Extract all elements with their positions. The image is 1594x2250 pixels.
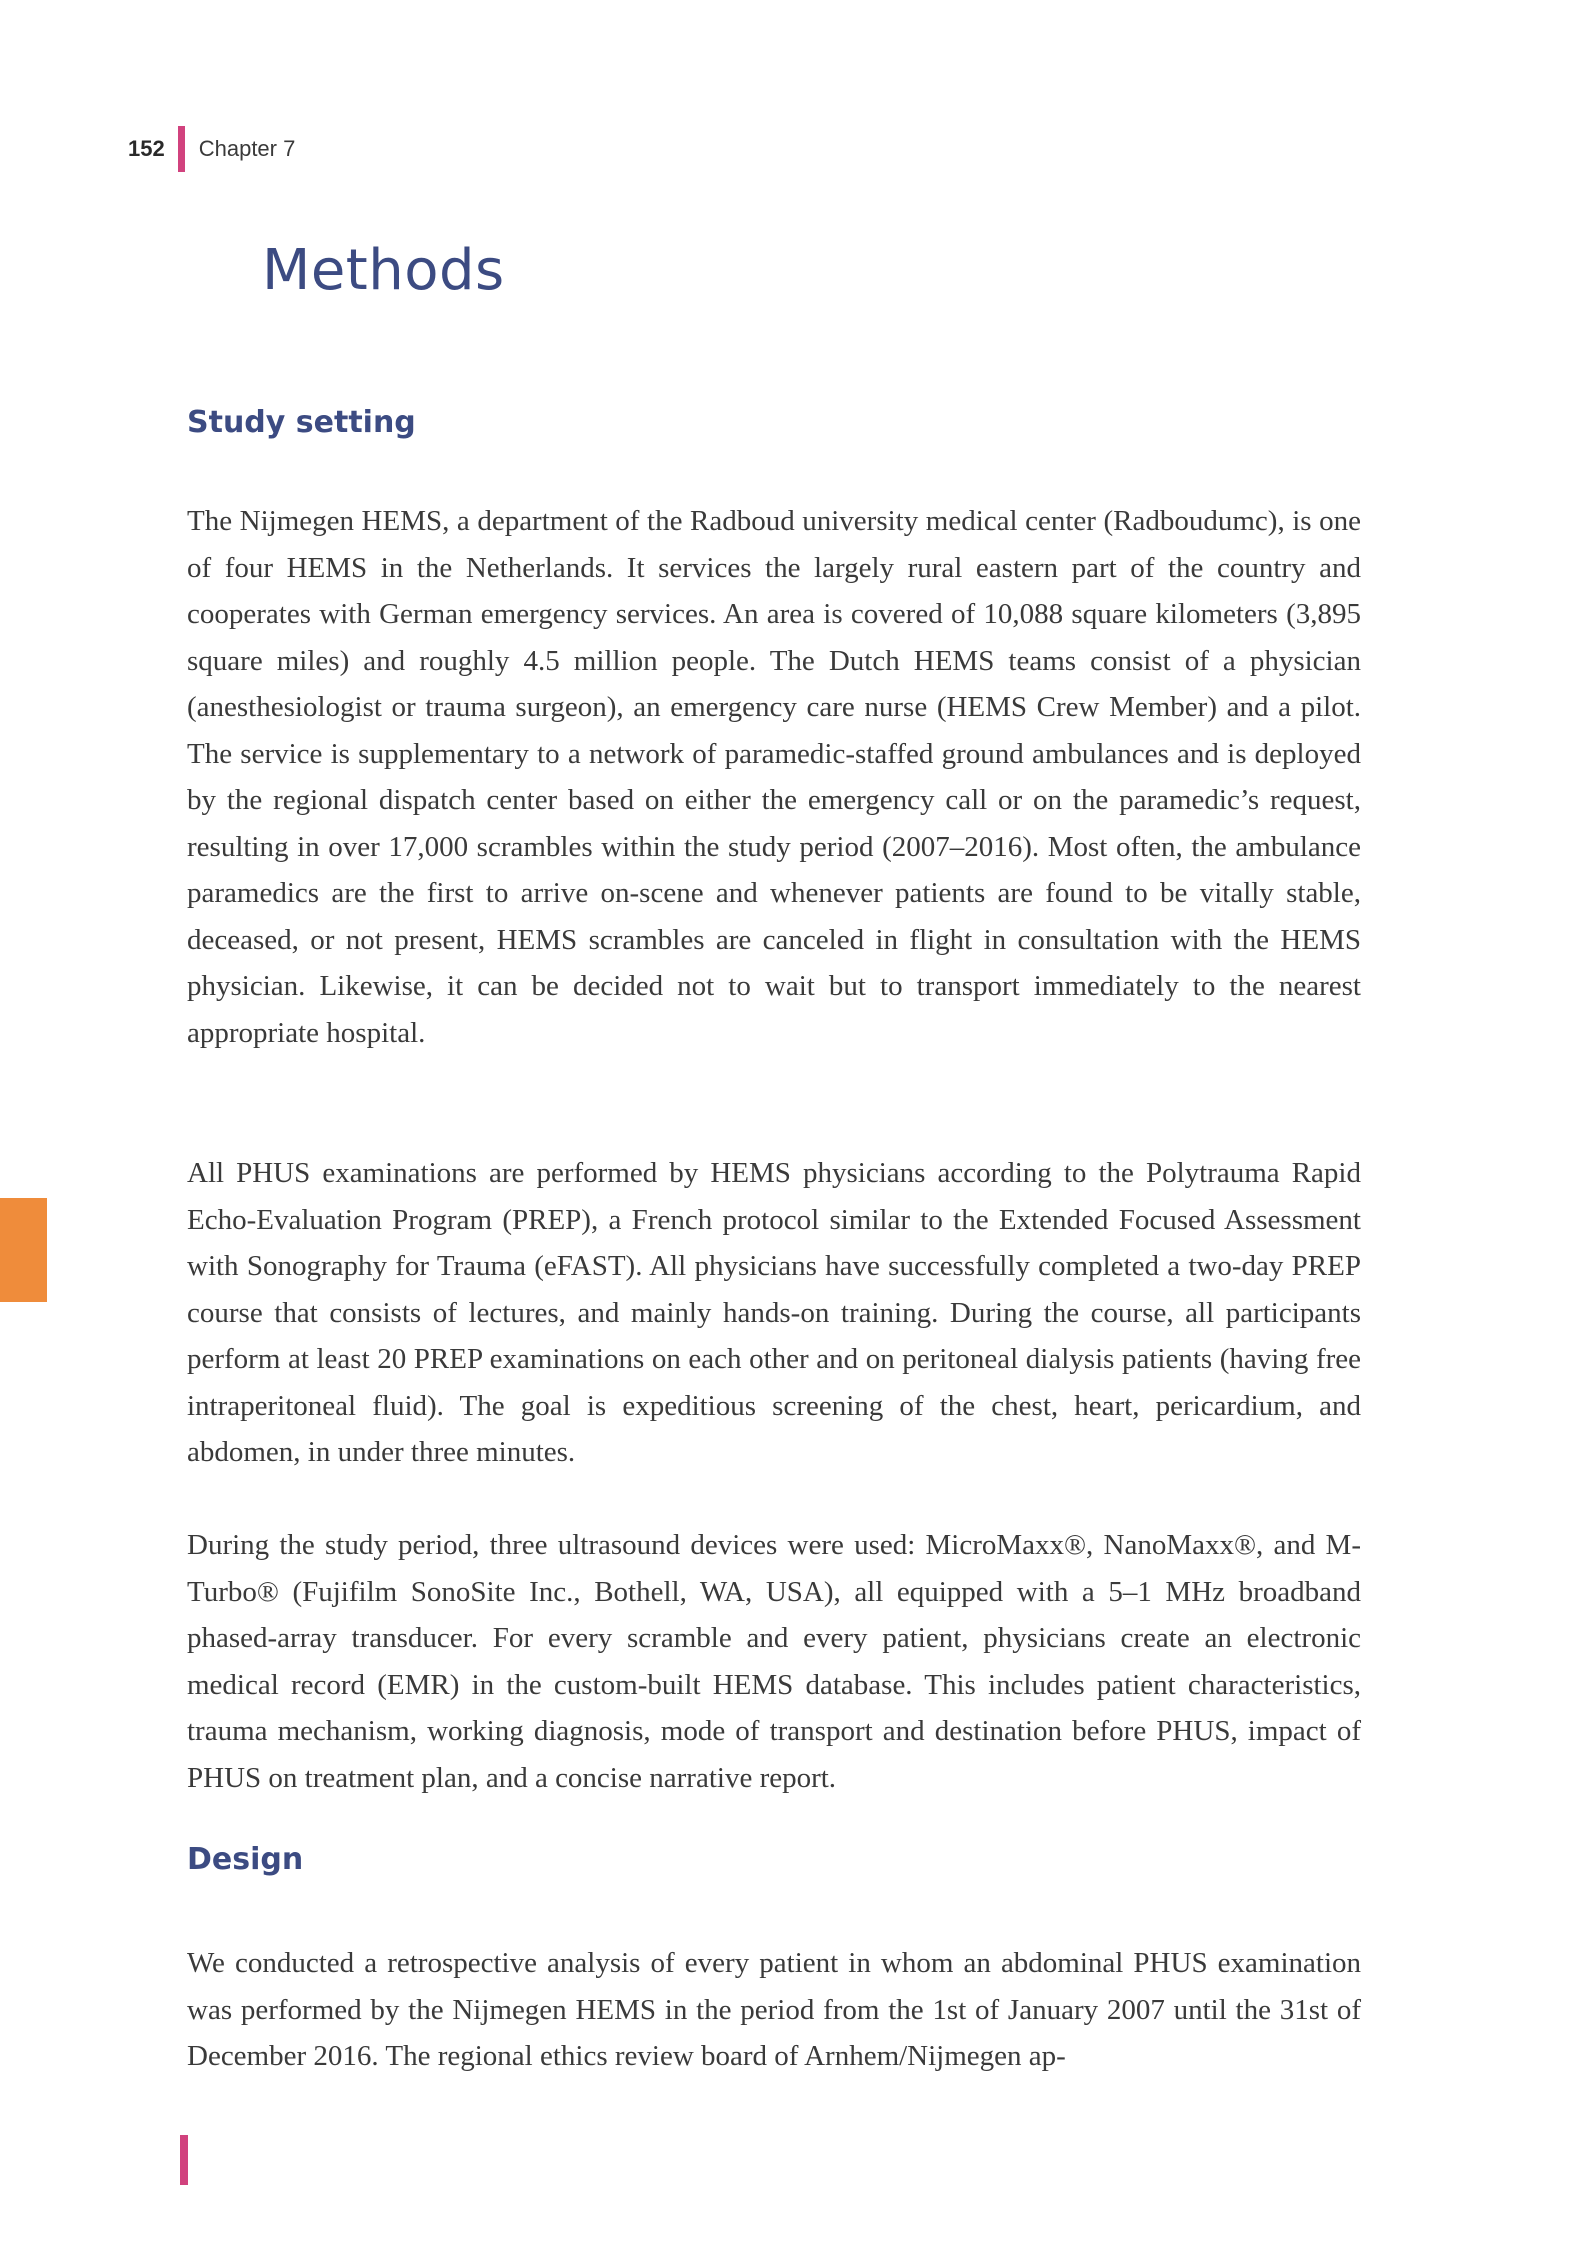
study-setting-paragraph-3: During the study period, three ultrasound devices were used: MicroMaxx®, NanoMaxx®, and M-Turbo® (Fujifilm SonoSite Inc., Bothell, WA, USA), all equipped with a 5–1 MHz broadband phased-array transducer. For every scramble and every patient, physicians create an electronic medical record (EMR) in the custom-built HEMS database. This includes patient characteristics, trauma mechanism, working diagnosis, mode of transport and destination before PHUS, impact of PHUS on treatment plan, and a concise narrative report. — [187, 1529, 1361, 1794]
footer-accent-bar — [180, 2135, 188, 2185]
design-heading: Design — [187, 1842, 304, 1877]
design-paragraph-1: We conducted a retrospective analysis of every patient in whom an abdominal PHUS examination was performed by the Nijmegen HEMS in the period from the 1st of January 2007 until the 31st of December 2016. The regional ethics review board of Arnhem/Nijmegen ap- — [187, 1947, 1361, 2072]
study-setting-paragraph-1: The Nijmegen HEMS, a department of the Radboud university medical center (Radboudumc), is one of four HEMS in the Netherlands. It services the largely rural eastern part of the country and cooperates with German emergency services. An area is covered of 10,088 square kilometers (3,895 square miles) and roughly 4.5 million people. The Dutch HEMS teams consist of a physician (anesthesiologist or trauma surgeon), an emergency care nurse (HEMS Crew Member) and a pilot. The service is supplementary to a network of paramedic-staffed ground ambulances and is deployed by the regional dispatch center based on either the emergency call or on the paramedic’s request, resulting in over 17,000 scrambles within the study period (2007–2016). Most often, the ambulance paramedics are the first to arrive on-scene and whenever patients are found to be vitally stable, deceased, or not present, HEMS scrambles are canceled in flight in consultation with the HEMS physician. Likewise, it can be decided not to wait but to transport immediately to the nearest appropriate hospital. — [187, 505, 1361, 1049]
study-setting-heading: Study setting — [187, 405, 416, 440]
chapter-side-tab — [0, 1198, 47, 1302]
chapter-label: Chapter 7 — [198, 136, 296, 161]
running-header — [128, 126, 295, 172]
study-setting-paragraph-2: All PHUS examinations are performed by HEMS physicians according to the Polytrauma Rapid Echo-Evaluation Program (PREP), a French protocol similar to the Extended Focused Assessment with Sonography for Trauma (eFAST). All physicians have successfully completed a two-day PREP course that consists of lectures, and mainly hands-on training. During the course, all participants perform at least 20 PREP examinations on each other and on peritoneal dialysis patients (having free intraperitoneal fluid). The goal is expeditious screening of the chest, heart, pericardium, and abdomen, in under three minutes. — [187, 1157, 1361, 1468]
section-title: Methods — [262, 238, 505, 303]
page-number: 152 — [128, 136, 165, 161]
header-accent-bar — [178, 126, 185, 172]
